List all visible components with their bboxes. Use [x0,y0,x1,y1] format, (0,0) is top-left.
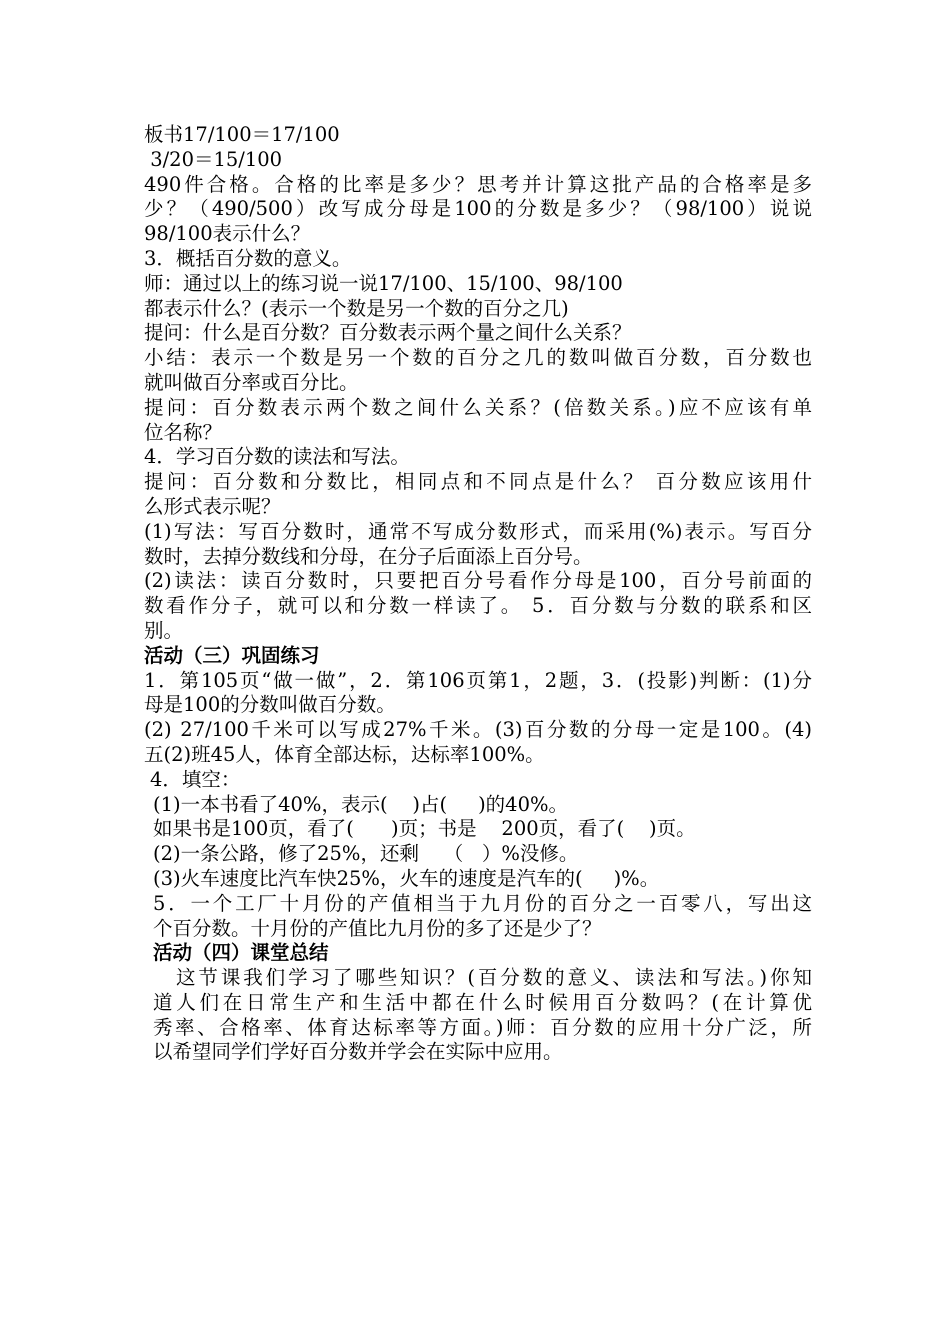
text-line: 秀率、合格率、体育达标率等方面。)师：百分数的应用十分广泛，所 [153,1015,812,1039]
text-line: 母是100的分数叫做百分数。 [144,693,396,717]
text-line: 别。 [144,618,184,642]
text-line: 以希望同学们学好百分数并学会在实际中应用。 [153,1040,563,1064]
text-line: 位名称？ [144,420,223,444]
text-line: 道人们在日常生产和生活中都在什么时候用百分数吗？(在计算优 [153,990,812,1014]
text-line: 师：通过以上的练习说一说17/100、15/100、98/100 [144,271,623,295]
text-line: 4．填空： [150,767,241,791]
text-line: 1．第105页“做一做”，2．第106页第1，2题，3．(投影)判断：(1)分 [144,668,812,692]
text-line: 小结：表示一个数是另一个数的百分之几的数叫做百分数，百分数也 [144,346,812,370]
text-line: 提问：什么是百分数？百分数表示两个量之间什么关系？ [144,321,632,345]
text-line: 么形式表示呢？ [144,494,281,518]
text-line: 5．一个工厂十月份的产值相当于九月份的百分之一百零八，写出这 [153,891,812,915]
text-line: 3/20＝15/100 [144,147,283,171]
text-line: 这节课我们学习了哪些知识？(百分数的意义、读法和写法。)你知 [176,966,812,990]
text-line: 数看作分子，就可以和分数一样读了。 5．百分数与分数的联系和区 [144,594,812,618]
activity-heading: 活动（三）巩固练习 [144,643,320,667]
text-line: (2)读法：读百分数时，只要把百分号看作分母是100，百分号前面的 [144,569,812,593]
text-line: 少？（490/500）改写成分母是100的分数是多少？（98/100）说说 [144,197,812,221]
text-line: (1)一本书看了40%，表示( )占( )的40%。 [153,792,569,816]
text-line: 就叫做百分率或百分比。 [144,370,359,394]
text-line: 个百分数。十月份的产值比九月份的多了还是少了？ [153,916,602,940]
text-line: (1)写法：写百分数时，通常不写成分数形式，而采用(%)表示。写百分 [144,519,812,543]
text-line: 板书17/100＝17/100 [144,123,340,146]
text-line: 490件合格。合格的比率是多少？思考并计算这批产品的合格率是多 [144,172,812,196]
section-heading: 4．学习百分数的读法和写法。 [144,445,410,469]
text-line: 都表示什么？(表示一个数是另一个数的百分之几) [144,296,569,320]
text-line: 提问：百分数表示两个数之间什么关系？(倍数关系。)应不应该有单 [144,395,812,419]
text-line: 数时，去掉分数线和分母，在分子后面添上百分号。 [144,544,593,568]
text-line: 如果书是100页，看了( )页；书是 200页，看了( )页。 [153,817,696,841]
text-line: (2)一条公路，修了25%，还剩 （ ）%没修。 [153,842,579,866]
text-line: 五(2)班45人，体育全部达标，达标率100%。 [144,742,545,766]
activity-heading: 活动（四）课堂总结 [153,941,329,965]
lesson-plan-text [144,123,812,1065]
text-line: 98/100表示什么？ [144,222,311,246]
text-line: (3)火车速度比汽车快25%，火车的速度是汽车的( )%。 [153,866,660,890]
section-heading: 3．概括百分数的意义。 [144,246,352,270]
text-line: (2) 27/100千米可以写成27%千米。(3)百分数的分母一定是100。(4) [144,718,812,742]
text-line: 提问：百分数和分数比，相同点和不同点是什么？ 百分数应该用什 [144,470,812,494]
